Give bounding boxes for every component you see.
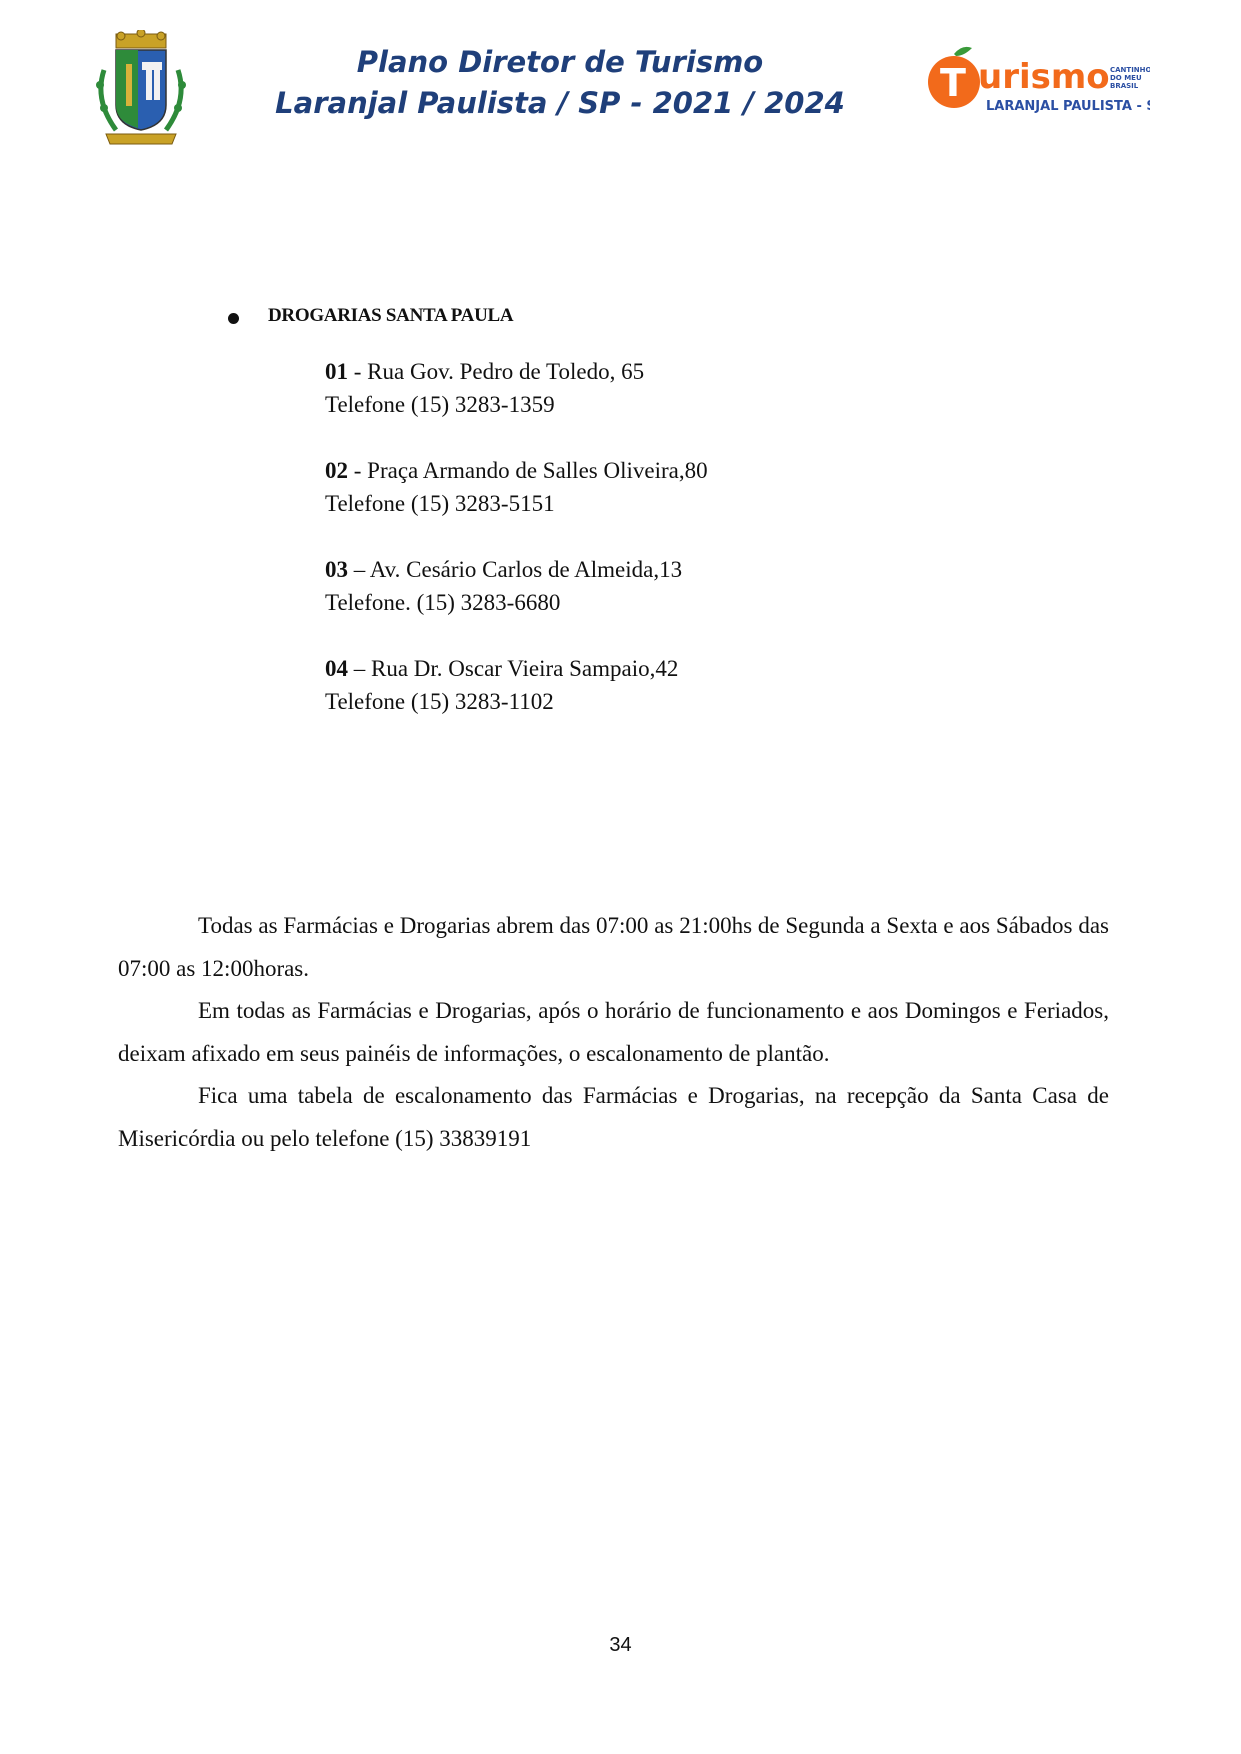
store-address: - Praça Armando de Salles Oliveira,80 [348, 458, 708, 483]
paragraph-schedule-table: Fica uma tabela de escalonamento das Farmácias e Drogarias, na recepção da Santa Casa de Misericórdia ou pelo telefone (15) 33839191 [118, 1083, 1109, 1151]
store-address: – Rua Dr. Oscar Vieira Sampaio,42 [348, 656, 679, 681]
store-address: – Av. Cesário Carlos de Almeida,13 [348, 557, 683, 582]
header-title-line1: Plano Diretor de Turismo [356, 45, 764, 79]
svg-text:CANTINHO: CANTINHO [1110, 66, 1150, 74]
turismo-logo [920, 38, 1150, 123]
list-item [325, 553, 708, 652]
store-number: 04 [325, 656, 348, 681]
store-address-line [325, 553, 708, 586]
page-number: 34 [609, 1634, 632, 1656]
store-phone: Telefone (15) 3283-1102 [325, 689, 554, 714]
store-number: 02 [325, 458, 348, 483]
store-number: 01 [325, 359, 348, 384]
bullet-icon [228, 313, 239, 324]
svg-text:LARANJAL PAULISTA - SP: LARANJAL PAULISTA - SP [986, 99, 1150, 114]
municipal-crest-logo [86, 30, 196, 150]
svg-text:T: T [940, 61, 966, 105]
section-title: DROGARIAS SANTA PAULA [268, 305, 514, 326]
store-phone: Telefone. (15) 3283-6680 [325, 590, 561, 615]
body-text [118, 905, 1109, 1160]
paragraph-opening-hours: Todas as Farmácias e Drogarias abrem das 07:00 as 21:00hs de Segunda a Sexta e aos Sábados das 07:00 as 12:00horas. [118, 913, 1109, 981]
store-address: - Rua Gov. Pedro de Toledo, 65 [348, 359, 645, 384]
document-header-title [260, 42, 860, 124]
store-list [325, 355, 708, 751]
svg-text:DO MEU: DO MEU [1110, 74, 1142, 82]
store-address-line [325, 355, 708, 388]
store-address-line [325, 652, 708, 685]
svg-text:BRASIL: BRASIL [1110, 82, 1139, 90]
list-item [325, 652, 708, 751]
list-item [325, 454, 708, 553]
paragraph-after-hours: Em todas as Farmácias e Drogarias, após o horário de funcionamento e aos Domingos e Feriados, deixam afixado em seus painéis de informações, o escalonamento de plantão. [118, 998, 1109, 1066]
store-phone: Telefone (15) 3283-5151 [325, 491, 555, 516]
store-number: 03 [325, 557, 348, 582]
store-phone: Telefone (15) 3283-1359 [325, 392, 555, 417]
svg-text:urismo: urismo [978, 57, 1110, 97]
header-title-line2: Laranjal Paulista / SP - 2021 / 2024 [275, 86, 845, 120]
store-address-line [325, 454, 708, 487]
list-item [325, 355, 708, 454]
